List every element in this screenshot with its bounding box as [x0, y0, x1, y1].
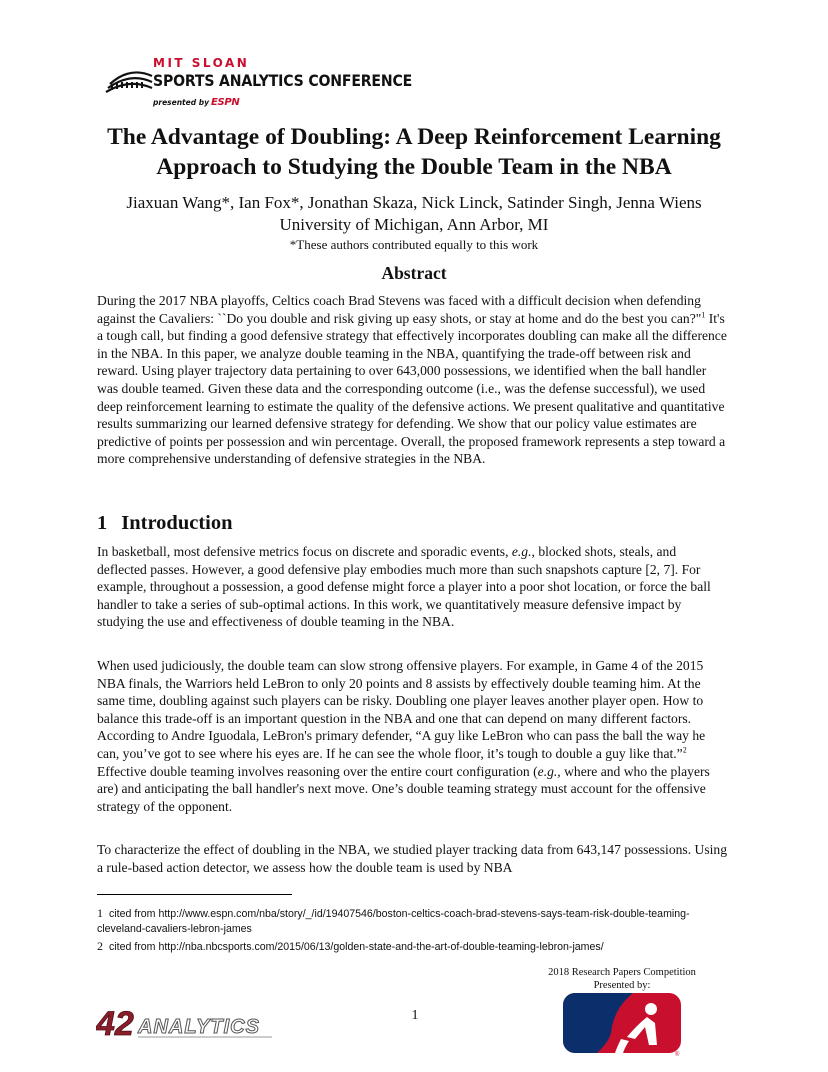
abstract-heading: Abstract — [381, 263, 447, 283]
footnote-text[interactable]: cited from http://www.espn.com/nba/story/_/id/19407546/boston-celtics-coach-brad-stevens-says-team-risk-double-teaming-cleveland-cavaliers-lebron-james — [97, 908, 690, 935]
presented-by-label: presented by — [153, 98, 209, 107]
sponsor-logo-text: ESPN — [210, 97, 240, 108]
section-title: Introduction — [121, 512, 233, 534]
abstract-text: During the 2017 NBA playoffs, Celtics coach Brad Stevens was faced with a difficult decision when defending against the Cavaliers: ``Do you double and risk giving up easy shots, or stay at home and do the best you can?"$^1$ It's a tough call, but finding a good defensive strategy that effectively incorporates doubling can make all the difference in the NBA. In this paper, we analyze double teaming in the NBA, quantifying the trade-off between risk and reward. Using player trajectory data pertaining to over 643,000 possessions, we identified when the ball handler was double teamed. Given these data and the corresponding outcome (i.e., was the defense successful), we used deep reinforcement learning to estimate the quality of the defensive actions. We present qualitative and quantitative results summarizing our learned defensive strategy for defending. We show that our policy value estimates are predictive of points per possession and win percentage. Overall, the proposed framework represents a step toward a more comprehensive understanding of defensive strategies in the NBA. — [97, 293, 727, 467]
paper-title — [60, 122, 768, 182]
conference-name: SPORTS ANALYTICS CONFERENCE — [153, 71, 413, 90]
footnote-divider — [97, 894, 292, 895]
footnote-ref-2[interactable]: 2 — [682, 745, 687, 755]
paper-title-line1: The Advantage of Doubling: A Deep Reinforcement Learning — [107, 124, 721, 150]
mlb-logo-icon — [563, 993, 685, 1057]
analytics-logo-text: ANALYTICS — [138, 1016, 260, 1038]
competition-note: 2018 Research Papers Competition Presented by: — [548, 967, 696, 991]
conference-org: MIT SLOAN — [153, 56, 250, 70]
analytics-logo-number: 42 — [96, 1005, 134, 1043]
equal-contribution-note: *These authors contributed equally to this work — [289, 237, 539, 252]
footnote-text[interactable]: cited from http://nba.nbcsports.com/2015/06/13/golden-state-and-the-art-of-double-teaming-lebron-james/ — [109, 941, 604, 953]
analytics-logo-icon — [96, 1003, 286, 1043]
footnote-2 — [97, 939, 717, 955]
affiliation: University of Michigan, Ann Arbor, MI — [279, 215, 549, 234]
svg-text:®: ® — [675, 1052, 680, 1057]
footnote-number: 1 — [97, 906, 103, 920]
section-number: 1 — [97, 512, 108, 534]
intro-paragraph-2: When used judiciously, the double team can slow strong offensive players. For example, in Game 4 of the 2015 NBA finals, the Warriors held LeBron to only 20 points and 8 assists by effectively double teaming him. At the same time, doubling against such players can be risky. Doubling one player leaves another player open. How to balance this trade-off is an important question in the NBA and one that can depend on many different factors. According to Andre Iguodala, LeBron's primary defender, “A guy like LeBron who can pass the ball the way he can, you’ve got to see where his eyes are. If he can see the whole floor, it’s tough to double a guy like that.”$^2$ Effective double teaming involves reasoning over the entire court configuration (e.g., where and who the players are) and anticipating the ball handler's next move. One’s double teaming strategy must account for the offensive strategy of the opponent. — [97, 658, 710, 814]
presented-by — [153, 97, 240, 108]
footnote-ref-1[interactable]: 1 — [701, 310, 706, 320]
section-heading-introduction — [97, 510, 233, 536]
intro-paragraph-1: In basketball, most defensive metrics focus on discrete and sporadic events, e.g., blocked shots, steals, and deflected passes. However, a good defensive play embodies much more than such snapshots capture [2, 7]. For example, throughout a possession, a good defense might force a player into a poor shot location, or force the ball handler to take a series of sub-optimal actions. In this work, we quantitatively measure defensive impact by studying the use and effectiveness of double teaming in the NBA. — [97, 544, 711, 630]
intro-paragraph-3: To characterize the effect of doubling in the NBA, we studied player tracking data from 643,147 possessions. Using a rule-based action detector, we assess how the double team is used by NBA — [97, 842, 727, 875]
footnote-1 — [97, 906, 717, 937]
paper-title-line2: Approach to Studying the Double Team in the NBA — [156, 154, 672, 180]
footnote-number: 2 — [97, 939, 103, 953]
page-number: 1 — [411, 1008, 419, 1023]
author-list: Jiaxuan Wang*, Ian Fox*, Jonathan Skaza, Nick Linck, Satinder Singh, Jenna Wiens — [126, 193, 702, 212]
